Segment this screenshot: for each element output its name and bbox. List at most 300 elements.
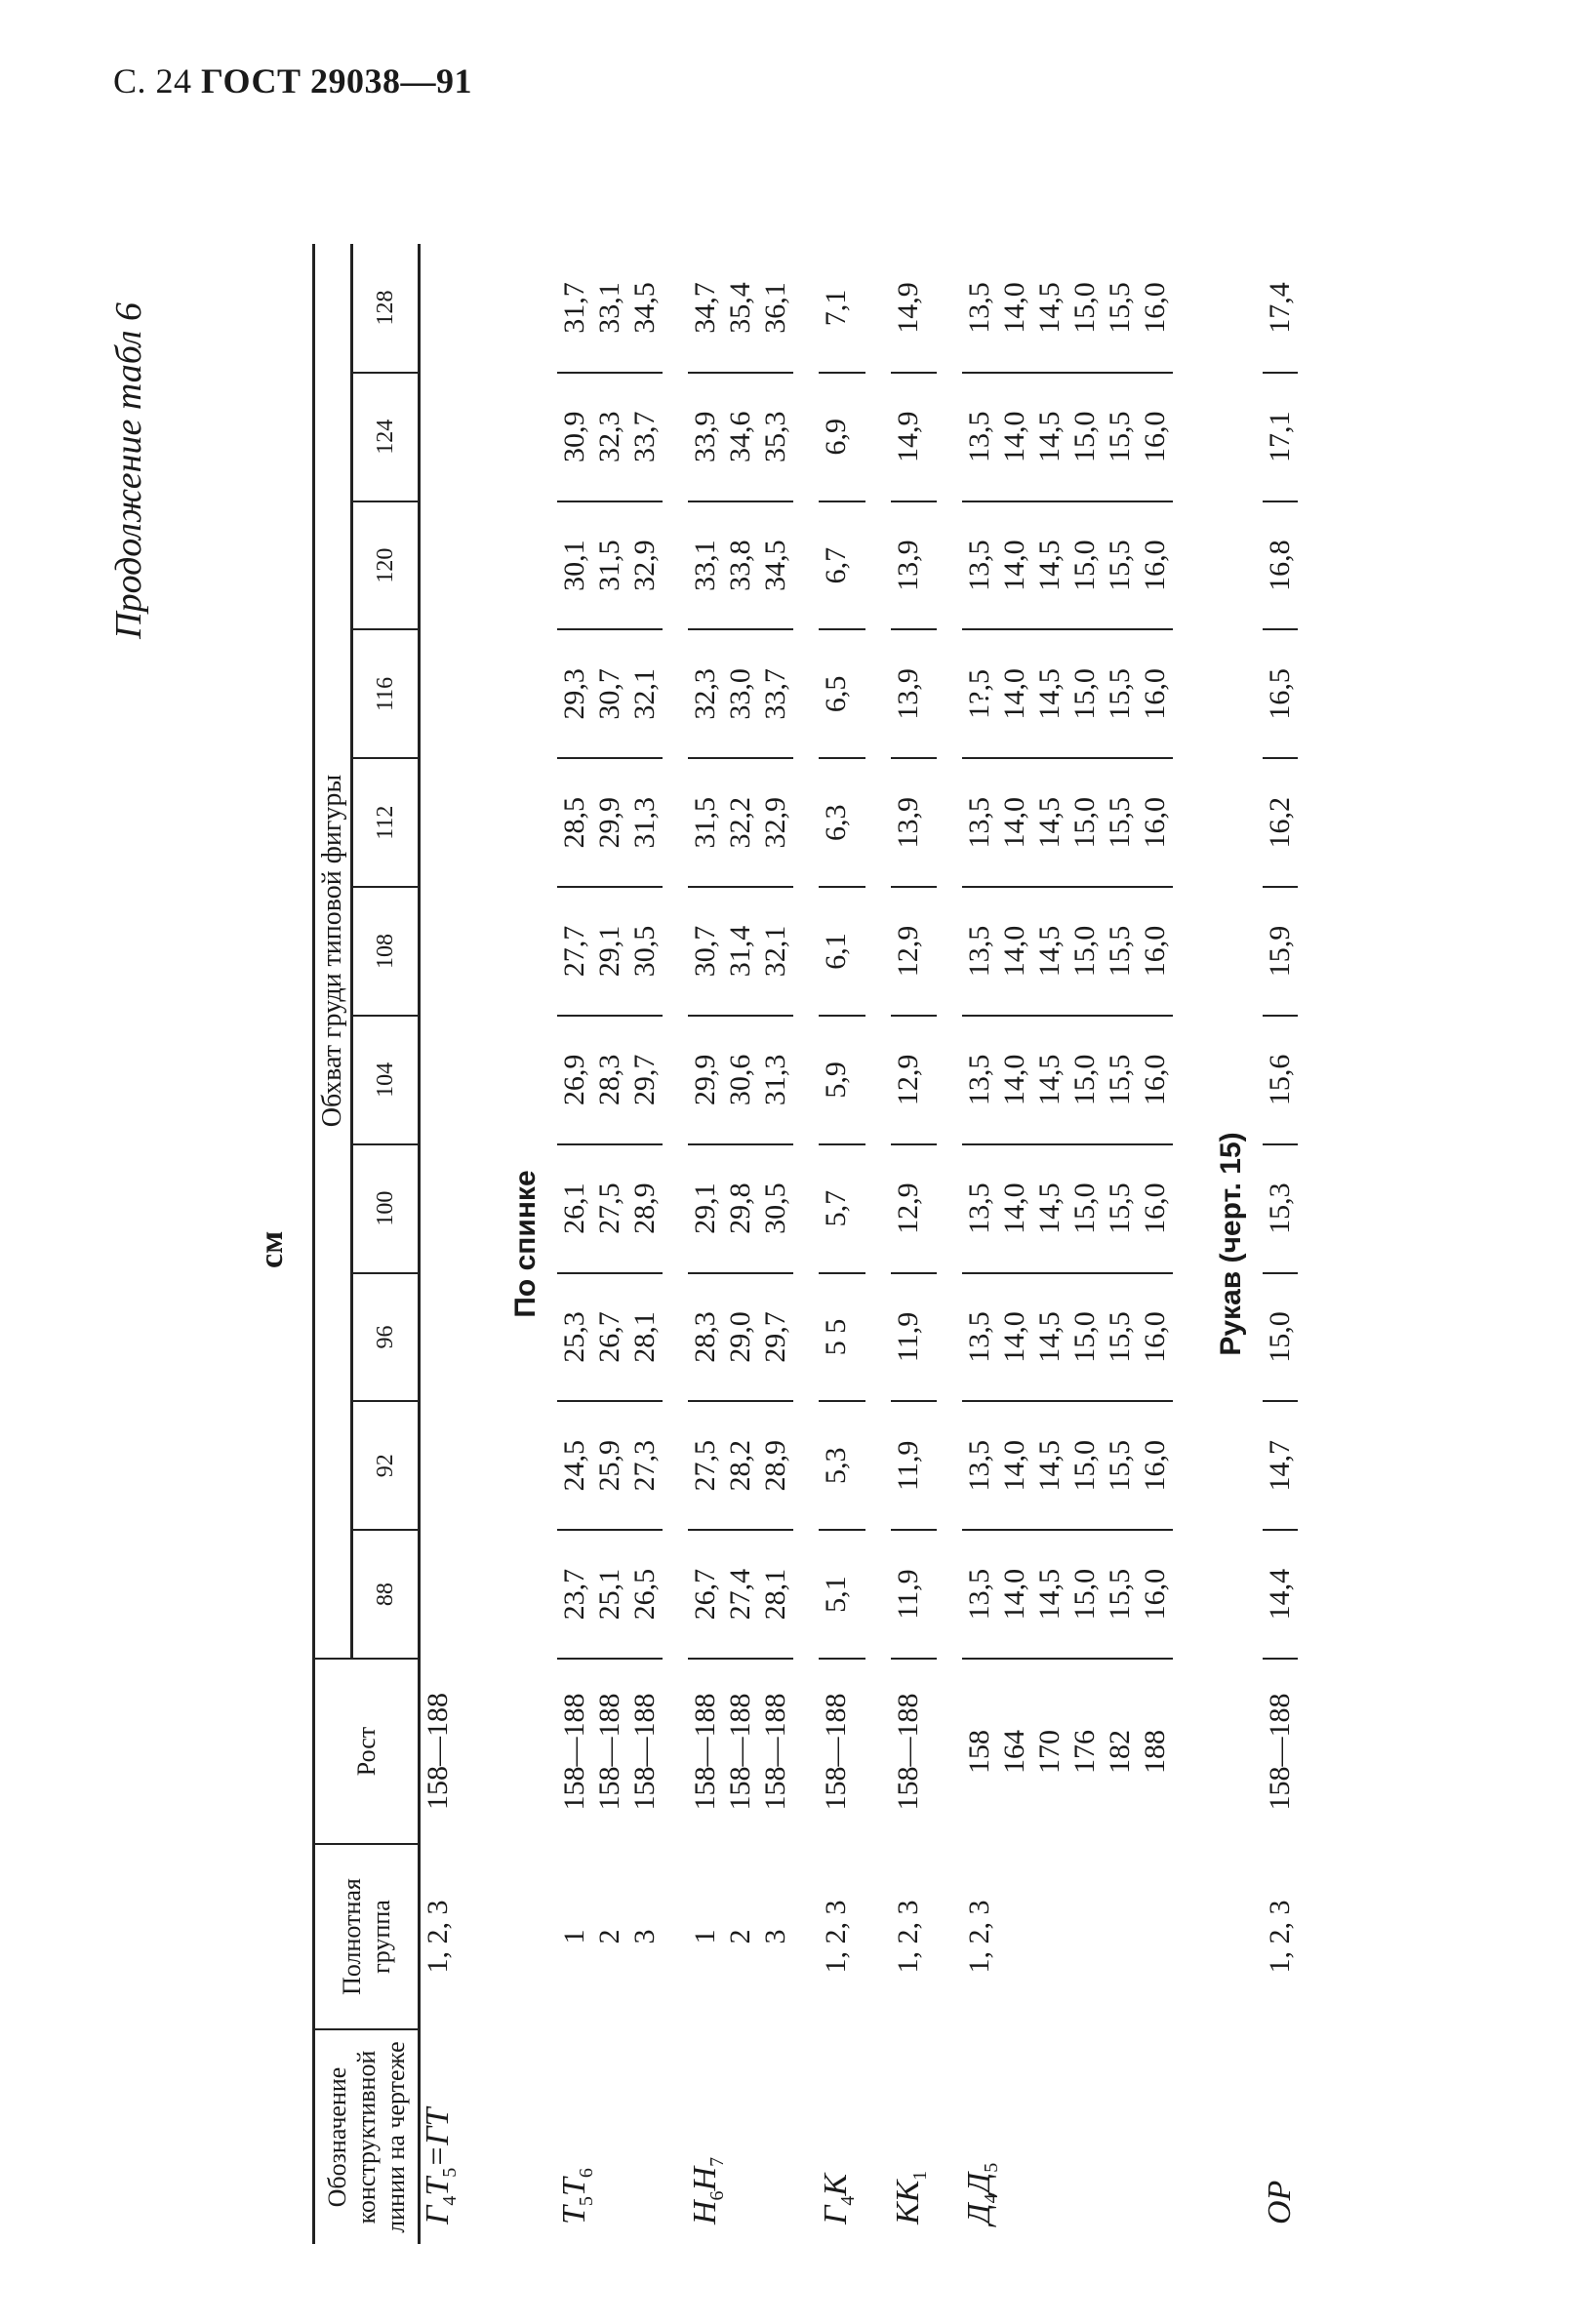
value: 14,5 <box>1033 282 1066 334</box>
value-cell <box>819 758 865 887</box>
row-spacer <box>467 244 493 2244</box>
height-value: 158—188 <box>1264 1693 1297 1811</box>
value-cell <box>688 1273 793 1402</box>
group-cell <box>819 1844 865 2029</box>
value-cell <box>962 1530 1173 1659</box>
value: 27,5 <box>592 1182 625 1234</box>
group-value: 1, 2, 3 <box>819 1900 852 1974</box>
value-cell <box>688 630 793 759</box>
header-group: Полнотная группа <box>314 1844 420 2029</box>
value: 33,9 <box>688 411 721 463</box>
designation-cell: $Н_6Н_7$ <box>686 2156 728 2224</box>
value: 5,9 <box>819 1062 852 1099</box>
value: 16,0 <box>1139 1054 1172 1106</box>
value: 28,5 <box>557 796 590 849</box>
group-value: 1, 2, 3 <box>963 1900 996 1974</box>
section-title: Рукав (черт. 15) <box>1215 1132 1248 1356</box>
value: 30,5 <box>627 925 661 978</box>
value: 15,0 <box>1068 1311 1102 1363</box>
header-chest: Обхват груди типовой фигуры <box>314 244 352 1659</box>
value: 13,5 <box>963 1311 996 1363</box>
group-value: 1 <box>688 1929 721 1944</box>
value: 15,5 <box>1104 1054 1137 1106</box>
value-cell <box>819 1144 865 1273</box>
value: 14,0 <box>998 1054 1031 1106</box>
value: 14,5 <box>1033 925 1066 978</box>
row-spacer <box>1298 244 1323 2244</box>
value: 16,0 <box>1139 540 1172 591</box>
value: 32,9 <box>758 796 791 849</box>
value: 14,0 <box>998 1182 1031 1234</box>
value-cell <box>688 501 793 630</box>
value-cell <box>819 1273 865 1402</box>
height-value: 158—188 <box>891 1693 924 1811</box>
value: 14,0 <box>998 796 1031 849</box>
height-value: 182 <box>1104 1730 1137 1774</box>
value: 14,5 <box>1033 1568 1066 1621</box>
group-cell <box>688 1844 793 2029</box>
value: 14,9 <box>891 282 924 334</box>
value: 15,5 <box>1104 1182 1137 1234</box>
value: 17,4 <box>1264 282 1297 334</box>
height-cell <box>420 1659 467 1844</box>
value: 34,5 <box>758 540 791 591</box>
value-cell <box>891 630 938 759</box>
value: 30,7 <box>688 925 721 978</box>
value: 32,2 <box>723 796 756 849</box>
value: 15,5 <box>1104 540 1137 591</box>
value: 26,5 <box>627 1568 661 1621</box>
value: 16,0 <box>1139 1311 1172 1363</box>
table-row <box>891 244 938 2244</box>
row-spacer <box>937 244 962 2244</box>
height-value: 158—188 <box>557 1693 590 1811</box>
value: 30,1 <box>557 540 590 591</box>
value-cell <box>891 1144 938 1273</box>
designation-cell: $Г_4К$ <box>817 2174 859 2224</box>
value: 6,3 <box>819 804 852 841</box>
value: 6,9 <box>819 419 852 456</box>
value: 14,4 <box>1264 1568 1297 1621</box>
value-cell <box>420 1016 467 1144</box>
value: 25,3 <box>557 1311 590 1363</box>
size-header-116: 116 <box>352 630 420 759</box>
value: 14,0 <box>998 540 1031 591</box>
group-value: 1, 2, 3 <box>1264 1900 1297 1974</box>
height-cell <box>962 1659 1173 1844</box>
value-cell <box>557 758 663 887</box>
value: 26,7 <box>688 1568 721 1621</box>
value-cell <box>1263 1016 1298 1144</box>
value-cell <box>420 501 467 630</box>
value: 31,7 <box>557 282 590 334</box>
height-value: 158—188 <box>758 1693 791 1811</box>
value: 14,0 <box>998 1440 1031 1492</box>
value-cell <box>557 887 663 1016</box>
value-cell <box>557 1530 663 1659</box>
value: 29,1 <box>592 925 625 978</box>
value: 33,8 <box>723 540 756 591</box>
value: 15,9 <box>1264 925 1297 978</box>
designation-cell: $Г_4Т_5=ГТ$ <box>420 2107 461 2224</box>
height-value: 158—188 <box>422 1693 454 1810</box>
size-header-124: 124 <box>352 373 420 501</box>
height-value: 158—188 <box>819 1693 852 1811</box>
value: 29,8 <box>723 1182 756 1234</box>
value: 15,0 <box>1068 925 1102 978</box>
size-header-96: 96 <box>352 1273 420 1402</box>
height-value: 158—188 <box>723 1693 756 1811</box>
value: 31,5 <box>688 796 721 849</box>
group-value: 2 <box>592 1929 625 1944</box>
value-cell <box>962 630 1173 759</box>
rotated-table-block <box>107 244 1454 2244</box>
row-spacer-cell <box>467 244 493 2244</box>
value-cell <box>819 887 865 1016</box>
value: 15,5 <box>1104 1568 1137 1621</box>
value: 14,9 <box>891 411 924 463</box>
height-value: 188 <box>1139 1730 1172 1774</box>
value: 32,3 <box>592 411 625 463</box>
value-cell <box>962 244 1173 373</box>
value-cell <box>688 887 793 1016</box>
value: 15,5 <box>1104 1440 1137 1492</box>
value: 14,0 <box>998 668 1031 720</box>
value: 24,5 <box>557 1440 590 1492</box>
value: 26,9 <box>557 1054 590 1106</box>
group-value: 1, 2, 3 <box>891 1900 924 1974</box>
value: 34,6 <box>723 411 756 463</box>
value-cell <box>819 1016 865 1144</box>
size-header-108: 108 <box>352 887 420 1016</box>
header-height: Рост <box>314 1659 420 1844</box>
value: 13,5 <box>963 925 996 978</box>
value: 14,0 <box>998 282 1031 334</box>
value: 36,1 <box>758 282 791 334</box>
value: 16,8 <box>1264 540 1297 591</box>
group-value: 2 <box>723 1929 756 1944</box>
value: 13,5 <box>963 282 996 334</box>
value: 29,1 <box>688 1182 721 1234</box>
value: 5,7 <box>819 1189 852 1227</box>
value: 14,5 <box>1033 668 1066 720</box>
group-value: 3 <box>758 1929 791 1944</box>
value: 17,1 <box>1264 411 1297 463</box>
value-cell <box>1263 630 1298 759</box>
table-row <box>420 244 467 2244</box>
value: 29,0 <box>723 1311 756 1363</box>
table-body <box>420 244 1324 2244</box>
value-cell <box>891 1530 938 1659</box>
group-value: 3 <box>627 1929 661 1944</box>
value-cell <box>420 630 467 759</box>
value-cell <box>420 1144 467 1273</box>
value-cell <box>891 887 938 1016</box>
value: 14,5 <box>1033 540 1066 591</box>
value: 15,5 <box>1104 1311 1137 1363</box>
value: 28,9 <box>627 1182 661 1234</box>
value: 13,5 <box>963 796 996 849</box>
value: 14,5 <box>1033 1182 1066 1234</box>
group-cell <box>891 1844 938 2029</box>
value: 29,7 <box>758 1311 791 1363</box>
value-cell <box>891 373 938 501</box>
row-spacer-cell <box>663 244 688 2244</box>
table-row <box>962 244 1173 2244</box>
value-cell <box>891 501 938 630</box>
value-cell <box>557 1144 663 1273</box>
value-cell <box>688 1144 793 1273</box>
group-cell <box>557 1844 663 2029</box>
value: 6,5 <box>819 675 852 713</box>
value: 34,7 <box>688 282 721 334</box>
value: 28,1 <box>758 1568 791 1621</box>
value: 13,9 <box>891 796 924 849</box>
value-cell <box>1263 758 1298 887</box>
height-value: 164 <box>998 1730 1031 1774</box>
value-cell <box>688 1530 793 1659</box>
value: 33,7 <box>627 411 661 463</box>
value: 32,1 <box>627 668 661 720</box>
value: 31,3 <box>627 796 661 849</box>
size-header-120: 120 <box>352 501 420 630</box>
value: 16,0 <box>1139 1568 1172 1621</box>
value: 15,0 <box>1068 1440 1102 1492</box>
value-cell <box>420 373 467 501</box>
value: 15,0 <box>1068 668 1102 720</box>
value: 27,4 <box>723 1568 756 1621</box>
size-header-92: 92 <box>352 1401 420 1530</box>
value-cell <box>557 373 663 501</box>
value: 15,0 <box>1068 1182 1102 1234</box>
value: 5,3 <box>819 1447 852 1485</box>
value-cell <box>1263 501 1298 630</box>
value-cell <box>688 244 793 373</box>
value: 15,0 <box>1068 1054 1102 1106</box>
size-header-104: 104 <box>352 1016 420 1144</box>
value: 14,5 <box>1033 796 1066 849</box>
value-cell <box>1263 373 1298 501</box>
value-cell <box>557 1401 663 1530</box>
value-cell <box>1263 1530 1298 1659</box>
value: 13,9 <box>891 668 924 720</box>
value: 12,9 <box>891 1182 924 1234</box>
value: 33,1 <box>688 540 721 591</box>
value-cell <box>688 758 793 887</box>
row-spacer-cell <box>1298 244 1323 2244</box>
row-spacer <box>865 244 891 2244</box>
value: 28,1 <box>627 1311 661 1363</box>
value: 12,9 <box>891 925 924 978</box>
standard-number: ГОСТ 29038—91 <box>201 61 472 100</box>
value-cell <box>420 244 467 373</box>
value: 35,4 <box>723 282 756 334</box>
value-cell <box>819 244 865 373</box>
value: 14,0 <box>998 925 1031 978</box>
height-cell <box>819 1659 865 1844</box>
designation-cell: $Т_5Т_6$ <box>555 2168 597 2224</box>
value: 14,5 <box>1033 1054 1066 1106</box>
value: 16,0 <box>1139 925 1172 978</box>
group-value: 1, 2, 3 <box>422 1900 454 1974</box>
value: 13,5 <box>963 1182 996 1234</box>
value-cell <box>688 373 793 501</box>
value: 6,1 <box>819 933 852 970</box>
value: 11,9 <box>891 1569 924 1620</box>
value: 14,7 <box>1264 1440 1297 1492</box>
value-cell <box>962 1401 1173 1530</box>
value: 16,0 <box>1139 668 1172 720</box>
value: 16,0 <box>1139 1440 1172 1492</box>
value-cell <box>891 1273 938 1402</box>
value: 16,2 <box>1264 796 1297 849</box>
value-cell <box>420 887 467 1016</box>
value: 29,7 <box>627 1054 661 1106</box>
section-title: По спинке <box>508 1170 542 1318</box>
value-cell <box>962 887 1173 1016</box>
value: 14,0 <box>998 411 1031 463</box>
value: 30,5 <box>758 1182 791 1234</box>
value: 29,3 <box>557 668 590 720</box>
value: 13,5 <box>963 1054 996 1106</box>
value-cell <box>962 501 1173 630</box>
height-value: 158—188 <box>688 1693 721 1811</box>
value: 16,0 <box>1139 411 1172 463</box>
value-cell <box>557 1016 663 1144</box>
value: 11,9 <box>891 1311 924 1363</box>
value: 34,5 <box>627 282 661 334</box>
value-cell <box>891 758 938 887</box>
group-cell <box>1263 1844 1298 2029</box>
value: 15,0 <box>1264 1311 1297 1363</box>
table-row <box>557 244 663 2244</box>
value: 25,9 <box>592 1440 625 1492</box>
value-cell <box>557 630 663 759</box>
value: 26,7 <box>592 1311 625 1363</box>
section-heading-row <box>493 244 557 2244</box>
page-number: С. 24 <box>113 61 192 100</box>
group-cell <box>962 1844 1173 2029</box>
size-header-112: 112 <box>352 758 420 887</box>
value-cell <box>819 630 865 759</box>
value-cell <box>557 244 663 373</box>
unit-label: см <box>254 1230 290 1268</box>
value: 16,5 <box>1264 668 1297 720</box>
value: 14,5 <box>1033 411 1066 463</box>
value-cell <box>557 501 663 630</box>
value: 13,5 <box>963 540 996 591</box>
designation-cell: $Д_4Д_5$ <box>961 2162 1003 2224</box>
height-value: 158—188 <box>627 1693 661 1811</box>
size-header-88: 88 <box>352 1530 420 1659</box>
value: 28,3 <box>592 1054 625 1106</box>
row-spacer-cell <box>937 244 962 2244</box>
value: 28,9 <box>758 1440 791 1492</box>
value-cell <box>891 244 938 373</box>
value: 11,9 <box>891 1440 924 1491</box>
row-spacer <box>793 244 819 2244</box>
value: 32,1 <box>758 925 791 978</box>
value: 27,3 <box>627 1440 661 1492</box>
value-cell <box>819 1530 865 1659</box>
value: 15,5 <box>1104 796 1137 849</box>
value-cell <box>962 373 1173 501</box>
size-table <box>312 244 1323 2244</box>
header-designation: Обозначение конструктивной линии на чертеже <box>314 2029 420 2244</box>
value: 14,0 <box>998 1568 1031 1621</box>
value: 15,5 <box>1104 411 1137 463</box>
value: 33,7 <box>758 668 791 720</box>
value: 13,5 <box>963 1440 996 1492</box>
value: 15,0 <box>1068 411 1102 463</box>
value: 30,7 <box>592 668 625 720</box>
height-cell <box>557 1659 663 1844</box>
value-cell <box>688 1016 793 1144</box>
value: 23,7 <box>557 1568 590 1621</box>
value-cell <box>420 1401 467 1530</box>
section-heading-row <box>1198 244 1263 2244</box>
value-cell <box>1263 244 1298 373</box>
value: 15,5 <box>1104 925 1137 978</box>
height-value: 158—188 <box>592 1693 625 1811</box>
value-cell <box>819 373 865 501</box>
page-header <box>113 60 472 101</box>
height-value: 170 <box>1033 1730 1066 1774</box>
value: 7,1 <box>819 289 852 327</box>
value: 13,5 <box>963 1568 996 1621</box>
value: 16,0 <box>1139 796 1172 849</box>
value-cell <box>688 1401 793 1530</box>
designation-cell: $КК_1$ <box>889 2170 931 2224</box>
value: 27,7 <box>557 925 590 978</box>
value: 26,1 <box>557 1182 590 1234</box>
row-spacer <box>663 244 688 2244</box>
row-spacer-cell <box>793 244 819 2244</box>
value: 33,0 <box>723 668 756 720</box>
height-cell <box>1263 1659 1298 1844</box>
value: 29,9 <box>688 1054 721 1106</box>
value: 15,5 <box>1104 668 1137 720</box>
value: 15,0 <box>1068 540 1102 591</box>
value: 25,1 <box>592 1568 625 1621</box>
value: 15,0 <box>1068 282 1102 334</box>
value: 28,3 <box>688 1311 721 1363</box>
value: 28,2 <box>723 1440 756 1492</box>
value-cell <box>1263 1273 1298 1402</box>
value-cell <box>891 1401 938 1530</box>
table-row <box>1263 244 1298 2244</box>
value: 31,4 <box>723 925 756 978</box>
value-cell <box>962 758 1173 887</box>
value: 1?,5 <box>963 669 996 719</box>
value-cell <box>819 1401 865 1530</box>
value: 15,0 <box>1068 1568 1102 1621</box>
value: 14,5 <box>1033 1440 1066 1492</box>
value-cell <box>1263 1401 1298 1530</box>
value: 27,5 <box>688 1440 721 1492</box>
value: 6,7 <box>819 546 852 584</box>
value-cell <box>891 1016 938 1144</box>
value: 29,9 <box>592 796 625 849</box>
value: 33,1 <box>592 282 625 334</box>
value: 14,5 <box>1033 1311 1066 1363</box>
group-cell <box>420 1844 467 2029</box>
value: 15,6 <box>1264 1054 1297 1106</box>
table-row <box>819 244 865 2244</box>
row-spacer-cell <box>1173 244 1198 2244</box>
value: 31,3 <box>758 1054 791 1106</box>
value-cell <box>962 1273 1173 1402</box>
